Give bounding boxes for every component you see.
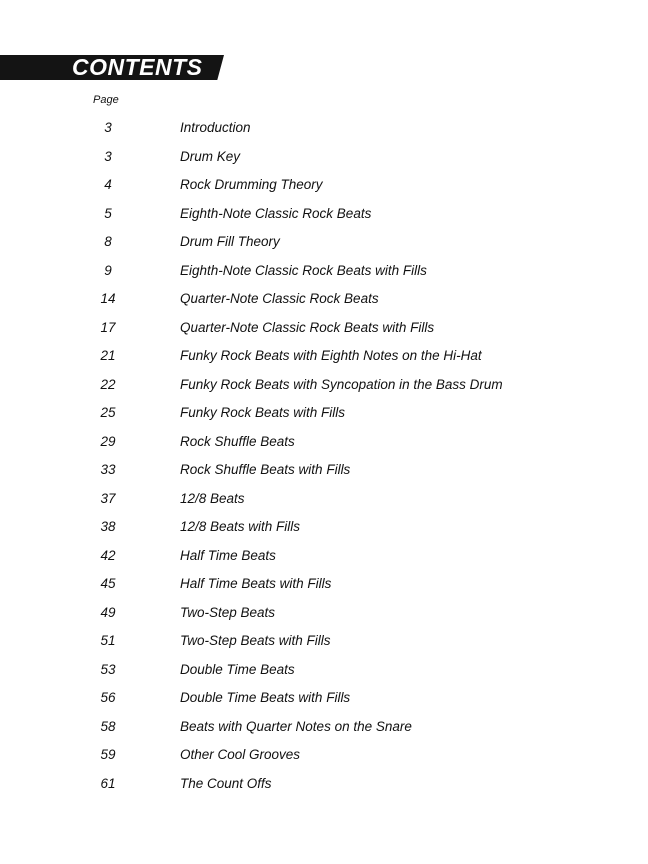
toc-entry[interactable] — [0, 200, 648, 229]
toc-page-number: 14 — [100, 291, 116, 306]
toc-entry[interactable] — [0, 314, 648, 343]
toc-page-number: 61 — [100, 775, 116, 791]
toc-entry[interactable] — [0, 599, 648, 628]
toc-page-number: 25 — [100, 405, 116, 420]
toc-page-number: 5 — [104, 205, 112, 221]
toc-entry[interactable] — [0, 342, 648, 371]
toc-page-number: 37 — [100, 490, 116, 506]
toc-page-number: 4 — [104, 177, 112, 192]
toc-entry[interactable] — [0, 456, 648, 485]
toc-page-number: 42 — [100, 547, 116, 563]
toc-entry-title: Eighth-Note Classic Rock Beats — [180, 205, 372, 221]
toc-entry-title: Eighth-Note Classic Rock Beats with Fills — [180, 262, 427, 278]
toc-entry-title: Beats with Quarter Notes on the Snare — [180, 718, 412, 734]
toc-page-number: 38 — [100, 519, 116, 534]
page-column-header: Page — [93, 94, 119, 106]
toc-page-number: 58 — [100, 718, 116, 734]
toc-entry-title: Rock Drumming Theory — [180, 177, 323, 192]
toc-entry-title: Drum Fill Theory — [180, 234, 280, 249]
toc-list — [0, 114, 648, 798]
toc-entry-title: Half Time Beats — [180, 547, 276, 563]
toc-page-number: 21 — [100, 348, 116, 363]
toc-page-number: 9 — [104, 262, 112, 278]
toc-entry[interactable] — [0, 684, 648, 713]
toc-entry[interactable] — [0, 656, 648, 685]
toc-page-number: 3 — [104, 148, 112, 164]
toc-entry[interactable] — [0, 513, 648, 542]
toc-entry-title: Rock Shuffle Beats — [180, 433, 295, 449]
toc-page-number: 45 — [100, 576, 116, 591]
toc-entry-title: Two-Step Beats with Fills — [180, 633, 331, 648]
toc-page-number: 29 — [100, 433, 116, 449]
toc-page-number: 22 — [100, 376, 116, 392]
toc-page-number: 59 — [100, 747, 116, 762]
toc-entry-title: Quarter-Note Classic Rock Beats with Fills — [180, 319, 435, 335]
toc-entry[interactable] — [0, 143, 648, 172]
toc-entry[interactable] — [0, 485, 648, 514]
toc-entry[interactable] — [0, 627, 648, 656]
toc-entry-title: Double Time Beats with Fills — [180, 690, 351, 705]
toc-page-number: 17 — [100, 319, 116, 335]
toc-entry-title: Other Cool Grooves — [180, 747, 301, 762]
toc-entry[interactable] — [0, 257, 648, 286]
toc-entry[interactable] — [0, 741, 648, 770]
toc-page-number: 8 — [104, 234, 112, 249]
toc-page-number: 51 — [100, 633, 116, 648]
toc-entry[interactable] — [0, 570, 648, 599]
toc-entry-title: The Count Offs — [180, 775, 272, 791]
toc-entry[interactable] — [0, 399, 648, 428]
toc-entry-title: Funky Rock Beats with Fills — [180, 405, 346, 420]
toc-entry[interactable] — [0, 542, 648, 571]
toc-entry-title: Rock Shuffle Beats with Fills — [180, 462, 351, 477]
toc-page-number: 3 — [104, 120, 112, 135]
toc-entry-title: Double Time Beats — [180, 661, 295, 677]
toc-entry-title: Half Time Beats with Fills — [180, 576, 332, 591]
toc-entry[interactable] — [0, 171, 648, 200]
toc-entry[interactable] — [0, 371, 648, 400]
toc-entry-title: Funky Rock Beats with Syncopation in the Bass Drum — [180, 376, 503, 392]
toc-page-number: 49 — [100, 604, 116, 620]
toc-page-number: 56 — [100, 690, 116, 705]
toc-entry[interactable] — [0, 228, 648, 257]
toc-entry-title: 12/8 Beats — [180, 490, 245, 506]
toc-entry[interactable] — [0, 114, 648, 143]
toc-entry-title: Two-Step Beats — [180, 604, 276, 620]
toc-entry[interactable] — [0, 713, 648, 742]
toc-page-number: 33 — [100, 462, 116, 477]
toc-entry-title: Funky Rock Beats with Eighth Notes on the Hi-Hat — [180, 348, 482, 363]
toc-entry-title: Drum Key — [180, 148, 241, 164]
toc-page-number: 53 — [100, 661, 116, 677]
toc-entry[interactable] — [0, 428, 648, 457]
toc-entry[interactable] — [0, 770, 648, 799]
toc-entry-title: 12/8 Beats with Fills — [180, 519, 301, 534]
toc-entry[interactable] — [0, 285, 648, 314]
page-title: CONTENTS — [72, 54, 203, 80]
toc-entry-title: Introduction — [180, 120, 251, 135]
toc-entry-title: Quarter-Note Classic Rock Beats — [180, 291, 379, 306]
